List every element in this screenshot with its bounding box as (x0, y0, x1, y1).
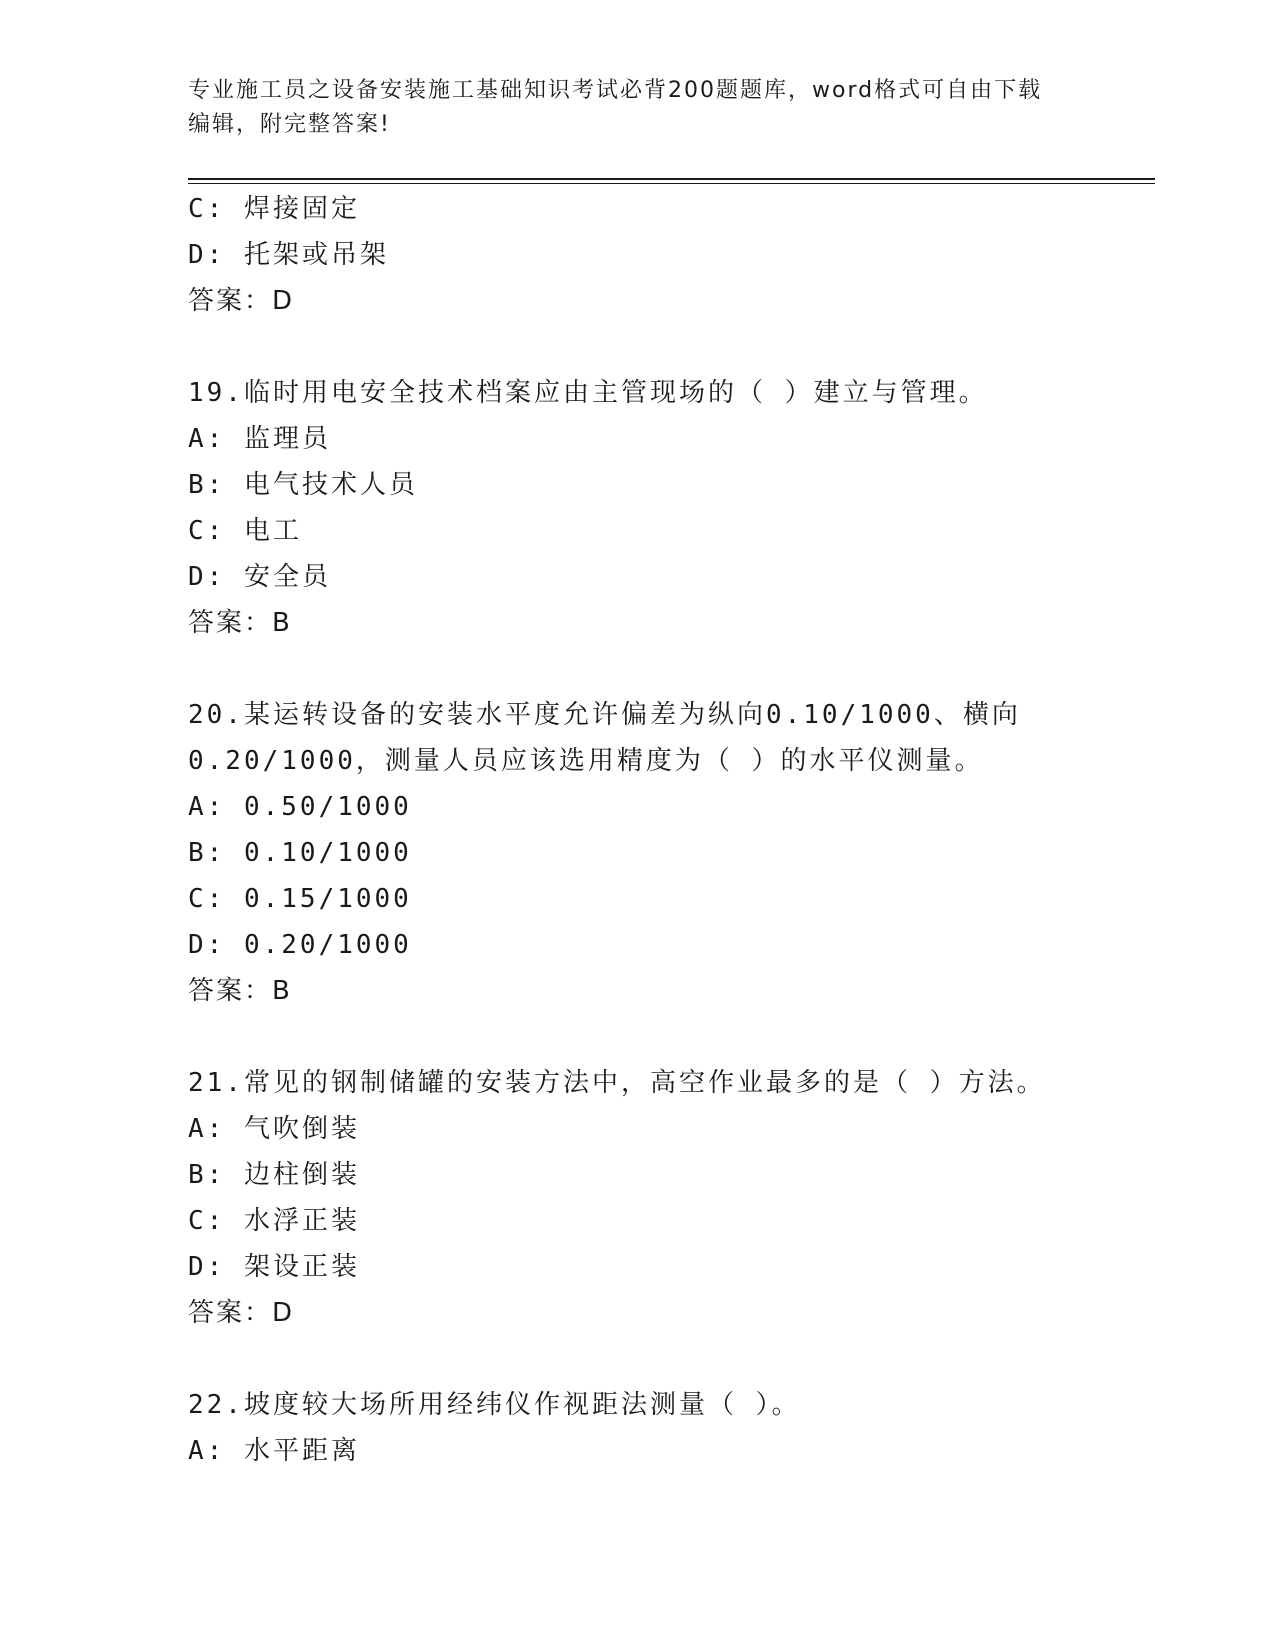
option-b: B: 0.10/1000 (188, 838, 412, 868)
header-title-line-1: 专业施工员之设备安装施工基础知识考试必背200题题库，word格式可自由下载 (188, 78, 1043, 103)
question-block-20 (188, 692, 1148, 1014)
document-header (188, 74, 1088, 142)
question-stem-continued: 0.20/1000，测量人员应该选用精度为（ ）的水平仪测量。 (188, 746, 984, 776)
answer-line: 答案：D (188, 1298, 295, 1328)
option-a: A: 水平距离 (188, 1436, 360, 1466)
option-b: B: 边柱倒装 (188, 1160, 360, 1190)
header-title-line-2: 编辑，附完整答案! (188, 112, 391, 137)
option-a: A: 0.50/1000 (188, 792, 412, 822)
question-block-19 (188, 370, 1148, 646)
spacer (188, 646, 1148, 692)
option-d: D: 安全员 (188, 562, 331, 592)
option-d: D: 架设正装 (188, 1252, 360, 1282)
question-stem: 19.临时用电安全技术档案应由主管现场的（ ）建立与管理。 (188, 378, 988, 408)
header-rule-thin (188, 183, 1155, 184)
option-a: A: 气吹倒装 (188, 1114, 360, 1144)
option-a: A: 监理员 (188, 424, 331, 454)
option-d: D: 0.20/1000 (188, 930, 412, 960)
answer-line: 答案：B (188, 608, 292, 638)
question-block-18 (188, 186, 1148, 324)
question-stem: 20.某运转设备的安装水平度允许偏差为纵向0.10/1000、横向 (188, 700, 1021, 730)
question-stem: 22.坡度较大场所用经纬仪作视距法测量（ ）。 (188, 1390, 801, 1420)
option-c: C: 水浮正装 (188, 1206, 360, 1236)
spacer (188, 1336, 1148, 1382)
option-d: D: 托架或吊架 (188, 240, 389, 270)
question-list (188, 186, 1148, 1474)
option-c: C: 0.15/1000 (188, 884, 412, 914)
question-stem: 21.常见的钢制储罐的安装方法中，高空作业最多的是（ ）方法。 (188, 1068, 1046, 1098)
answer-line: 答案：B (188, 976, 292, 1006)
answer-line: 答案：D (188, 286, 295, 316)
question-block-22 (188, 1382, 1148, 1474)
spacer (188, 324, 1148, 370)
spacer (188, 1014, 1148, 1060)
header-rule-thick (188, 178, 1155, 180)
option-c: C: 焊接固定 (188, 194, 360, 224)
option-c: C: 电工 (188, 516, 302, 546)
option-b: B: 电气技术人员 (188, 470, 418, 500)
question-block-21 (188, 1060, 1148, 1336)
